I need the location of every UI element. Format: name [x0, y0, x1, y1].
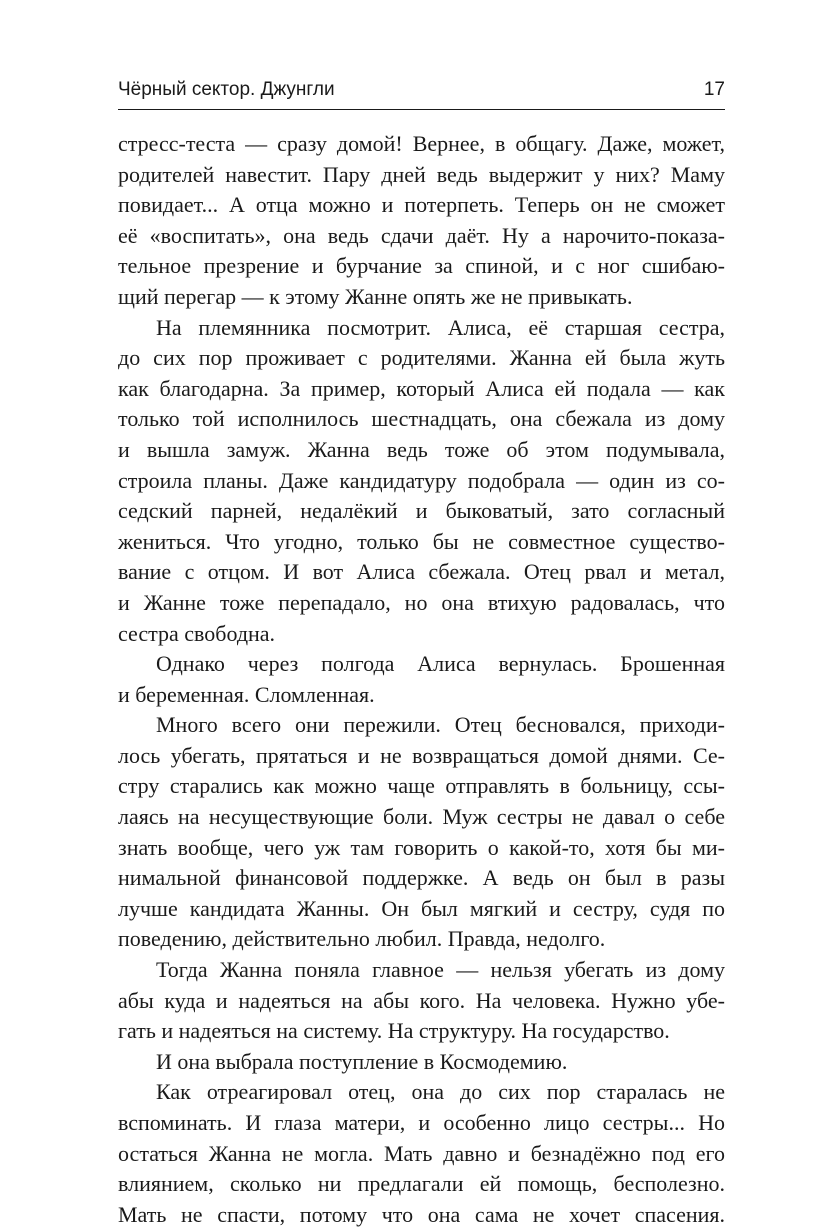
text-line: Тогда Жанна поняла главное — нельзя убегать из дому [156, 957, 725, 983]
text-line: стресс-теста — сразу домой! Вернее, в общагу. Даже, может, [118, 131, 725, 156]
text-line: щий перегар — к этому Жанне опять же не привыкать. [118, 283, 633, 309]
text-line: Много всего они пережили. Отец бесновался, приходи- [156, 712, 725, 738]
text-line: влиянием, сколько ни предлагали ей помощь, бесполезно. [118, 1171, 725, 1197]
text-line: тельное презрение и бурчание за спиной, и с ног сшибаю- [118, 253, 725, 279]
running-head [118, 76, 725, 104]
text-line: остаться Жанна не могла. Мать давно и безнадёжно под его [118, 1140, 725, 1166]
text-line: повидает... А отца можно и потерпеть. Теперь он не сможет [118, 192, 725, 218]
text-line: гать и надеяться на систему. На структуру. На государство. [118, 1018, 670, 1044]
text-line: до сих пор проживает с родителями. Жанна ей была жуть [118, 345, 725, 371]
text-line: Однако через полгода Алиса вернулась. Брошенная [156, 651, 725, 677]
text-line: строила планы. Даже кандидатуру подобрала — один из со- [118, 467, 725, 493]
text-line: сестра свободна. [118, 620, 276, 646]
page-number: 17 [703, 79, 725, 100]
text-line: И она выбрала поступление в Космодемию. [156, 1048, 568, 1074]
text-line: поведению, действительно любил. Правда, недолго. [118, 926, 606, 952]
text-line: стру старались как можно чаще отправлять в больницу, ссы- [118, 773, 725, 799]
text-line: её «воспитать», она ведь сдачи даёт. Ну а нарочито-показа- [118, 222, 725, 248]
text-line: вание с отцом. И вот Алиса сбежала. Отец рвал и метал, [118, 559, 725, 585]
text-line: лучше кандидата Жанны. Он был мягкий и сестру, судя по [118, 895, 725, 921]
text-line: вспоминать. И глаза матери, и особенно лицо сестры... Но [118, 1110, 725, 1135]
text-line: родителей навестит. Пару дней ведь выдержит у них? Маму [118, 161, 725, 187]
body-text [118, 129, 725, 1230]
text-line: абы куда и надеяться на абы кого. На человека. Нужно убе- [118, 987, 725, 1013]
header-rule [118, 109, 725, 110]
text-line: лаясь на несуществующие боли. Муж сестры не давал о себе [118, 804, 725, 830]
text-line: лось убегать, прятаться и не возвращаться домой днями. Се- [118, 742, 725, 768]
text-line: только той исполнилось шестнадцать, она сбежала из дому [118, 406, 725, 432]
text-line: Мать не спасти, потому что она сама не хочет спасения. [118, 1201, 725, 1227]
text-line: Как отреагировал отец, она до сих пор старалась не [156, 1079, 725, 1105]
text-line: знать вообще, чего уж там говорить о какой-то, хотя бы ми- [118, 834, 725, 860]
text-line: нимальной финансовой поддержке. А ведь он был в разы [118, 865, 725, 891]
running-head-title: Чёрный сектор. Джунгли [118, 79, 335, 100]
text-line: и вышла замуж. Жанна ведь тоже об этом подумывала, [118, 436, 725, 462]
text-line: седский парней, недалёкий и быковатый, зато согласный [118, 498, 725, 524]
text-line: и беременная. Сломленная. [118, 681, 375, 707]
text-line: На племянника посмотрит. Алиса, её старшая сестра, [156, 314, 725, 340]
text-line: и Жанне тоже перепадало, но она втихую радовалась, что [118, 589, 725, 615]
text-line: жениться. Что угодно, только бы не совместное существо- [118, 528, 725, 554]
text-line: как благодарна. За пример, который Алиса ей подала — как [118, 375, 725, 401]
